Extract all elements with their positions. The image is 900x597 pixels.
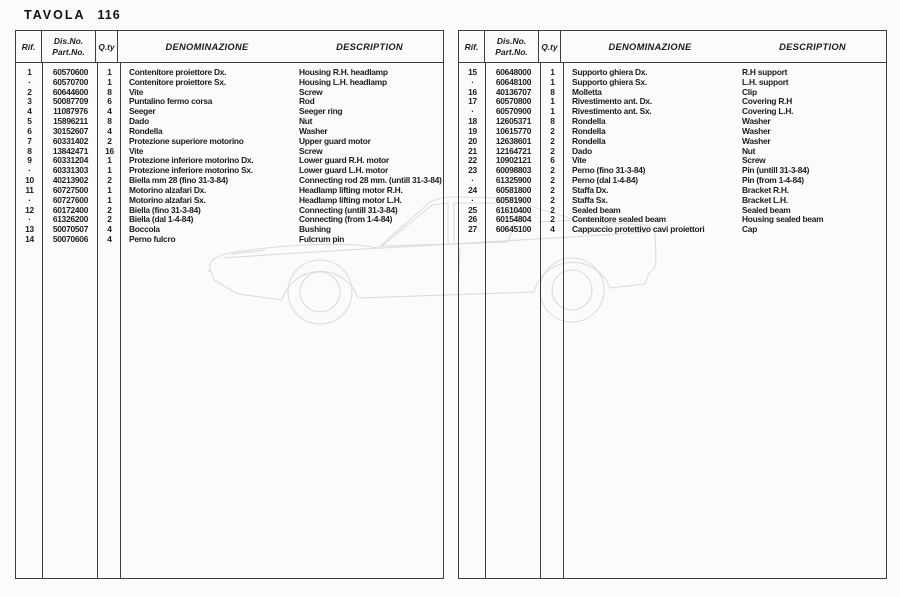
part-number-cell: 60570700 [52,76,89,87]
tavola-number: 116 [97,8,121,22]
rif-cell: 20 [468,135,477,146]
denominazione-cell: Motorino alzafari Sx. [129,194,206,205]
header-description: DESCRIPTION [336,41,403,52]
name-desc-cell [564,176,886,186]
denominazione-cell: Seeger [129,106,156,117]
denominazione-cell: Rondella [129,125,163,136]
part-number-cell: 60648100 [495,76,532,87]
description-cell: Pin (from 1-4-84) [742,175,804,186]
part-number-cell: 12605371 [495,116,532,127]
name-desc-cell [121,107,443,117]
rif-cell: 16 [468,86,477,97]
qty-cell: 8 [550,116,555,127]
part-number-cell: 60172400 [52,204,89,215]
part-number-cell: 10902121 [495,155,532,166]
part-number-cell: 61610400 [495,204,532,215]
parts-table-left [15,30,444,579]
part-number-cell: 61326200 [52,214,89,225]
description-cell: Connecting (untill 31-3-84) [299,204,398,215]
qty-cell: 4 [107,224,112,235]
table-rows [459,68,886,235]
name-desc-cell [564,107,886,117]
name-desc-cell [121,78,443,88]
rif-cell: 22 [468,155,477,166]
header-qty: Q.ty [539,31,561,62]
qty-cell: 2 [107,135,112,146]
column-divider [120,63,121,578]
denominazione-cell: Protezione inferiore motorino Sx. [129,165,253,176]
part-number-cell: 60570900 [495,106,532,117]
table-rows [16,68,443,245]
name-desc-cell [121,235,443,245]
qty-cell: 6 [107,96,112,107]
denominazione-cell: Biella (dal 1-4-84) [129,214,194,225]
qty-cell: 6 [550,155,555,166]
qty-cell: 2 [550,194,555,205]
name-desc-cell [564,137,886,147]
denominazione-cell: Vite [129,86,144,97]
column-divider [485,63,486,578]
part-number-cell: 30152607 [52,125,89,136]
qty-cell: 4 [107,125,112,136]
denominazione-cell: Contenitore proiettore Dx. [129,67,227,77]
part-number-cell: 61325900 [495,175,532,186]
description-cell: Cap [742,224,758,235]
rif-cell: 8 [27,145,32,156]
column-divider [97,63,98,578]
rif-cell: 4 [27,106,32,117]
rif-cell: · [28,214,31,225]
part-number-cell: 60570800 [495,96,532,107]
description-cell: Washer [299,125,328,136]
header-denominazione: DENOMINAZIONE [165,41,249,52]
qty-cell: 1 [107,184,112,195]
page-title [24,8,121,22]
part-number-cell: 60648000 [495,67,532,77]
description-cell: Housing L.H. headlamp [299,76,387,87]
denominazione-cell: Biella (fino 31-3-84) [129,204,201,215]
description-cell: Lower guard L.H. motor [299,165,388,176]
qty-cell: 2 [550,125,555,136]
qty-cell: 2 [107,214,112,225]
part-number-cell: 60645100 [495,224,532,235]
qty-cell: 8 [107,116,112,127]
qty-cell: 8 [550,86,555,97]
header-rif: Rif. [459,31,485,62]
part-number-cell: 12638601 [495,135,532,146]
description-cell: Nut [742,145,756,156]
header-part-no: Part.No. [52,46,85,57]
part-number-cell: 60581800 [495,184,532,195]
qty-cell: 2 [550,145,555,156]
description-cell: Screw [299,86,323,97]
tavola-label: TAVOLA [24,8,86,22]
denominazione-cell: Rivestimento ant. Sx. [572,106,652,117]
denominazione-cell: Sealed beam [572,204,621,215]
name-desc-cell [121,117,443,127]
name-desc-cell [564,117,886,127]
description-cell: Headlamp lifting motor L.H. [299,194,402,205]
qty-cell: 2 [550,135,555,146]
rif-cell: · [471,76,474,87]
rif-cell: 1 [27,67,32,77]
name-desc-cell [564,225,886,235]
part-number-cell: 60331303 [52,165,89,176]
qty-cell: 2 [550,175,555,186]
column-divider [540,63,541,578]
header-part-no: Part.No. [495,46,528,57]
description-cell: Housing R.H. headlamp [299,67,388,77]
table-body [459,63,886,578]
qty-cell: 2 [107,175,112,186]
description-cell: Seeger ring [299,106,343,117]
rif-cell: 17 [468,96,477,107]
description-cell: Bracket L.H. [742,194,788,205]
column-divider [563,63,564,578]
rif-cell: 14 [25,234,34,245]
rif-cell: 25 [468,204,477,215]
rif-cell: · [28,76,31,87]
description-cell: Pin (untill 31-3-84) [742,165,810,176]
denominazione-cell: Puntalino fermo corsa [129,96,213,107]
part-number-cell: 60098803 [495,165,532,176]
part-number-cell: 60727600 [52,194,89,205]
rif-cell: 13 [25,224,34,235]
qty-cell: 1 [107,67,112,77]
qty-cell: 1 [107,194,112,205]
denominazione-cell: Boccola [129,224,160,235]
table-row [459,225,886,235]
name-desc-cell [121,215,443,225]
table-header [16,31,443,63]
rif-cell: 26 [468,214,477,225]
qty-cell: 1 [550,96,555,107]
denominazione-cell: Rondella [572,116,606,127]
rif-cell: 23 [468,165,477,176]
description-cell: Housing sealed beam [742,214,824,225]
header-name-desc [118,31,443,62]
table-header [459,31,886,63]
description-cell: Clip [742,86,757,97]
rif-cell: 27 [468,224,477,235]
denominazione-cell: Perno fulcro [129,234,176,245]
qty-cell: 4 [550,224,555,235]
rif-cell: 15 [468,67,477,77]
name-desc-cell [564,186,886,196]
denominazione-cell: Contenitore proiettore Sx. [129,76,226,87]
description-cell: Washer [742,125,771,136]
description-cell: Lower guard R.H. motor [299,155,389,166]
qty-cell: 2 [550,184,555,195]
denominazione-cell: Rivestimento ant. Dx. [572,96,652,107]
header-qty: Q.ty [96,31,118,62]
denominazione-cell: Protezione superiore motorino [129,135,244,146]
header-dis-no: Dis.No. [496,36,527,46]
description-cell: Rod [299,96,315,107]
description-cell: Screw [299,145,323,156]
table-row [16,235,443,245]
denominazione-cell: Staffa Dx. [572,184,609,195]
qty-cell: 1 [107,76,112,87]
name-desc-cell [121,97,443,107]
header-rif: Rif. [16,31,42,62]
rif-cell: · [471,106,474,117]
qty-cell: 1 [107,155,112,166]
denominazione-cell: Cappuccio protettivo cavi proiettori [572,224,705,235]
denominazione-cell: Supporto ghiera Sx. [572,76,647,87]
denominazione-cell: Perno (fino 31-3-84) [572,165,646,176]
part-number-cell: 60331204 [52,155,89,166]
description-cell: Washer [742,135,771,146]
rif-cell: 21 [468,145,477,156]
rif-cell: · [28,194,31,205]
description-cell: Fulcrum pin [299,234,345,245]
header-part-number [485,31,539,62]
part-number-cell: 60581900 [495,194,532,205]
header-dis-no: Dis.No. [53,36,84,46]
description-cell: Upper guard motor [299,135,371,146]
part-number-cell: 60154804 [495,214,532,225]
rif-cell: · [471,175,474,186]
rif-cell: · [471,194,474,205]
description-cell: Nut [299,116,313,127]
part-number-cell: 13842471 [52,145,89,156]
description-cell: Screw [742,155,766,166]
rif-cell: 10 [25,175,34,186]
description-cell: Headlamp lifting motor R.H. [299,184,403,195]
qty-cell: 4 [107,234,112,245]
name-desc-cell [564,147,886,157]
rif-cell: · [28,165,31,176]
denominazione-cell: Vite [572,155,587,166]
qty-cell: 8 [107,86,112,97]
part-number-cell: 40136707 [495,86,532,97]
denominazione-cell: Perno (dal 1-4-84) [572,175,638,186]
rif-cell: 19 [468,125,477,136]
denominazione-cell: Protezione inferiore motorino Dx. [129,155,254,166]
denominazione-cell: Rondella [572,135,606,146]
rif-cell: 24 [468,184,477,195]
name-desc-cell [121,137,443,147]
qty-cell: 1 [550,67,555,77]
part-number-cell: 60644600 [52,86,89,97]
description-cell: Connecting rod 28 mm. (untill 31-3-84) [299,175,442,186]
header-name-desc [561,31,886,62]
denominazione-cell: Vite [129,145,144,156]
rif-cell: 12 [25,204,34,215]
qty-cell: 2 [107,204,112,215]
rif-cell: 7 [27,135,32,146]
rif-cell: 5 [27,116,32,127]
header-description: DESCRIPTION [779,41,846,52]
rif-cell: 11 [25,184,34,195]
denominazione-cell: Biella mm 28 (fino 31-3-84) [129,175,228,186]
description-cell: Covering R.H [742,96,793,107]
description-cell: L.H. support [742,76,789,87]
name-desc-cell [564,127,886,137]
part-number-cell: 10615770 [495,125,532,136]
qty-cell: 1 [550,106,555,117]
description-cell: Bracket R.H. [742,184,789,195]
header-denominazione: DENOMINAZIONE [608,41,692,52]
rif-cell: 18 [468,116,477,127]
part-number-cell: 50070507 [52,224,89,235]
header-part-number [42,31,96,62]
denominazione-cell: Motorino alzafari Dx. [129,184,207,195]
denominazione-cell: Staffa Sx. [572,194,608,205]
parts-table-right [458,30,887,579]
rif-cell: 9 [27,155,32,166]
part-number-cell: 50087709 [52,96,89,107]
description-cell: Bushing [299,224,331,235]
part-number-cell: 60570600 [52,67,89,77]
part-number-cell: 60331402 [52,135,89,146]
qty-cell: 1 [550,76,555,87]
description-cell: R.H support [742,67,788,77]
description-cell: Connecting (from 1-4-84) [299,214,393,225]
denominazione-cell: Rondella [572,125,606,136]
part-number-cell: 50070606 [52,234,89,245]
description-cell: Covering L.H. [742,106,794,117]
denominazione-cell: Dado [129,116,149,127]
rif-cell: 6 [27,125,32,136]
part-number-cell: 12164721 [495,145,532,156]
qty-cell: 1 [107,165,112,176]
description-cell: Washer [742,116,771,127]
description-cell: Sealed beam [742,204,791,215]
qty-cell: 2 [550,204,555,215]
table-body [16,63,443,578]
part-number-cell: 60727500 [52,184,89,195]
column-divider [42,63,43,578]
qty-cell: 16 [105,145,114,156]
denominazione-cell: Dado [572,145,592,156]
rif-cell: 3 [27,96,32,107]
qty-cell: 4 [107,106,112,117]
part-number-cell: 40213902 [52,175,89,186]
rif-cell: 2 [27,86,32,97]
part-number-cell: 11087976 [53,106,88,117]
denominazione-cell: Supporto ghiera Dx. [572,67,648,77]
denominazione-cell: Contenitore sealed beam [572,214,666,225]
qty-cell: 2 [550,214,555,225]
part-number-cell: 15896211 [53,116,88,127]
qty-cell: 2 [550,165,555,176]
name-desc-cell [564,78,886,88]
denominazione-cell: Molletta [572,86,602,97]
